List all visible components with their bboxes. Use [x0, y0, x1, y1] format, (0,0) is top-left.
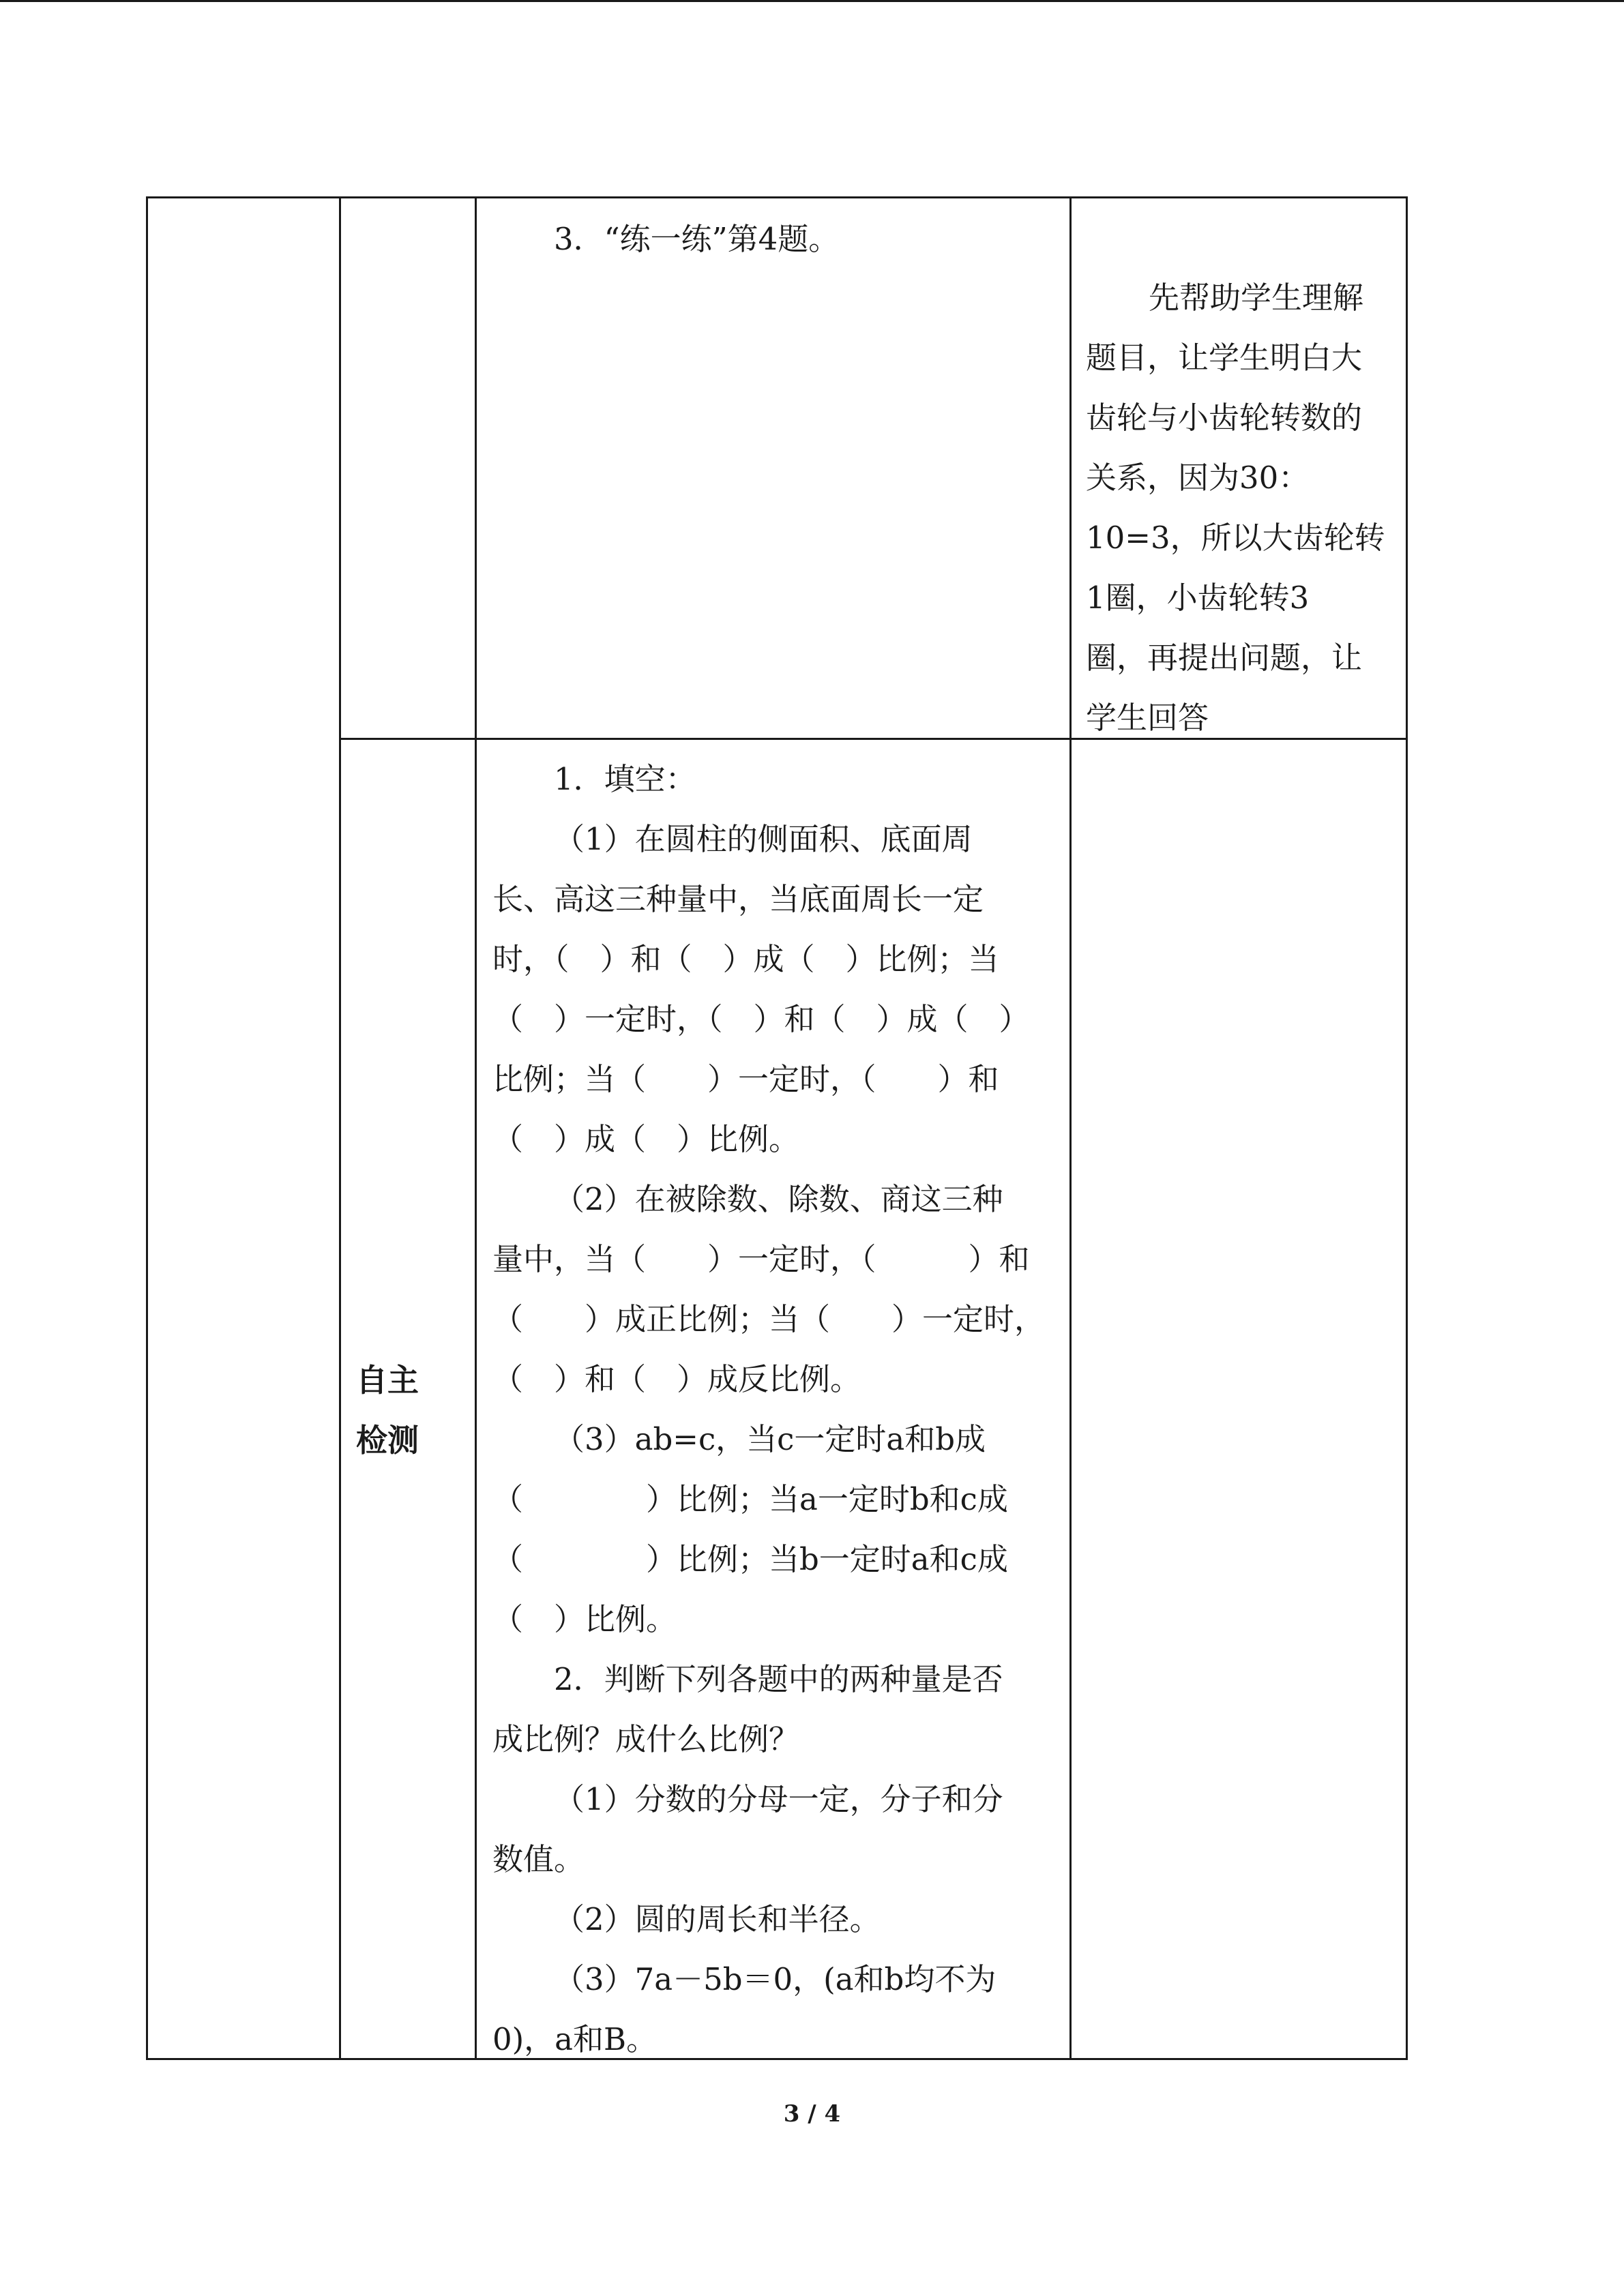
note-line: 题目，让学生明白大 — [1086, 340, 1363, 376]
exercise-line: 长、高这三种量中，当底面周长一定 — [492, 881, 984, 917]
note-line: 1圈，小齿轮转3 — [1086, 580, 1310, 616]
exercise-line: （ ）成（ ）比例。 — [492, 1121, 800, 1157]
row1-note-cell — [1086, 268, 1393, 748]
exercise-line: （ ）和（ ）成反比例。 — [492, 1361, 861, 1397]
exercise-line: （ ）一定时，（ ）和（ ）成（ ） — [492, 1001, 1030, 1037]
exercise-line: 量中，当（ ）一定时，（ ）和 — [492, 1241, 1030, 1277]
section-label-line: 检测 — [356, 1422, 419, 1459]
note-line: 关系，因为30： — [1086, 460, 1310, 496]
exercise-line: （ ）成正比例；当（ ）一定时， — [492, 1301, 1046, 1337]
note-line: 10=3，所以大齿轮转 — [1086, 520, 1385, 556]
column-divider-1 — [339, 196, 341, 2060]
exercise-line: 成比例？成什么比例？ — [492, 1721, 800, 1757]
exercise-line: （3）ab=c，当c一定时a和b成 — [554, 1421, 986, 1457]
note-line: 学生回答 — [1086, 700, 1209, 736]
note-line: 先帮助学生理解 — [1149, 280, 1364, 316]
exercise-line: （2）圆的周长和半径。 — [554, 1901, 881, 1937]
exercise-line: 2．判断下列各题中的两种量是否 — [554, 1661, 1003, 1697]
exercise-line: （1）在圆柱的侧面积、底面周 — [554, 821, 973, 857]
exercise-line: 3．“练一练”第4题。 — [554, 221, 840, 257]
exercise-line: （ ）比例；当a一定时b和c成 — [492, 1481, 1008, 1517]
exercise-line: 时，（ ）和（ ）成（ ）比例；当 — [492, 941, 999, 977]
exercise-line: 比例；当（ ）一定时，（ ）和 — [492, 1061, 999, 1097]
exercise-line: （2）在被除数、除数、商这三种 — [554, 1181, 1003, 1217]
column-divider-2 — [475, 196, 477, 2060]
exercise-line: （ ）比例。 — [492, 1601, 677, 1637]
page-number: 3 / 4 — [783, 2100, 841, 2128]
row1-exercise-cell — [492, 209, 1059, 269]
note-line: 齿轮与小齿轮转数的 — [1086, 400, 1363, 436]
exercise-line: （1）分数的分母一定，分子和分 — [554, 1781, 1003, 1817]
exercise-line: 数值。 — [492, 1841, 585, 1877]
column-divider-3 — [1069, 196, 1072, 2060]
note-line: 圈，再提出问题，让 — [1086, 640, 1363, 676]
exercise-line: （3）7a－5b＝0，(a和b均不为 — [554, 1961, 996, 1997]
exercise-line: 0)，a和B。 — [492, 2021, 658, 2057]
top-border-rule — [0, 0, 1624, 2]
row2-exercise-cell — [492, 749, 1059, 2070]
exercise-line: 1．填空： — [554, 761, 696, 797]
section-label-line: 自主 — [356, 1362, 419, 1399]
exercise-line: （ ）比例；当b一定时a和c成 — [492, 1541, 1008, 1577]
section-label-self-check — [356, 1350, 419, 1470]
